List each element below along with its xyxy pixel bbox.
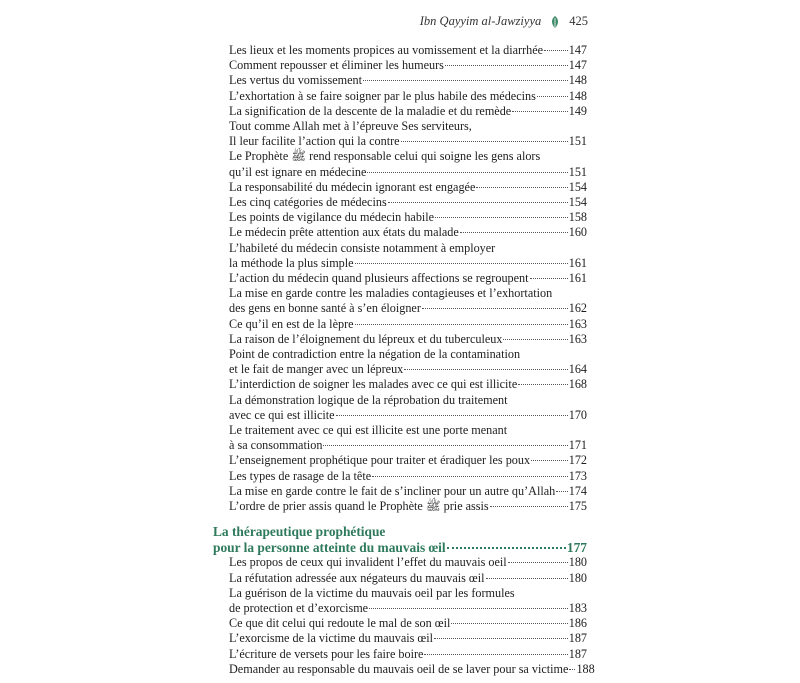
toc-entry-text: qu’il est ignare en médecine	[229, 164, 367, 179]
toc-entry	[213, 347, 587, 377]
toc-entry-text: Ce que dit celui qui redoute le mal de son œil	[229, 616, 451, 631]
dot-leader	[323, 445, 567, 446]
toc-line	[213, 601, 587, 616]
toc-page-number: 154	[568, 179, 587, 194]
dot-leader	[556, 491, 567, 492]
toc-entry-text: Comment repousser et éliminer les humeurs	[229, 58, 444, 73]
toc-entry-text: L’ordre de prier assis quand le Prophète ﷺ prie assis	[229, 499, 489, 514]
toc-line	[213, 286, 587, 301]
dot-leader	[445, 65, 568, 66]
toc-entry-text: L’enseignement prophétique pour traiter et éradiquer les poux	[229, 453, 531, 468]
dot-leader	[336, 415, 568, 416]
toc-line	[213, 89, 587, 104]
toc-page-number: 174	[568, 483, 587, 498]
toc-line	[213, 271, 587, 286]
toc-page-number: 154	[568, 195, 587, 210]
toc-entry	[213, 225, 587, 240]
toc-entry-text: L’écriture de versets pour les faire boire	[229, 646, 424, 661]
toc-entry-text: Tout comme Allah met à l’épreuve Ses serviteurs,	[229, 119, 472, 134]
dot-leader	[490, 506, 568, 507]
toc-page-number: 163	[568, 316, 587, 331]
toc-entry-text: des gens en bonne santé à s’en éloigner	[229, 301, 421, 316]
toc-line	[213, 149, 587, 164]
toc-page-number: 172	[568, 453, 587, 468]
toc-line	[213, 661, 595, 677]
toc-entry	[213, 119, 587, 149]
toc-entry-text: La responsabilité du médecin ignorant est engagée	[229, 179, 476, 194]
toc-entry-text: L’interdiction de soigner les malades avec ce qui est illicite	[229, 377, 518, 392]
toc-line	[213, 484, 587, 499]
toc-line	[213, 317, 587, 332]
toc-page-number: 187	[568, 646, 587, 661]
toc-line	[213, 438, 587, 453]
toc-line	[213, 453, 587, 468]
toc-entry-text: La réfutation adressée aux négateurs du mauvais œil	[229, 570, 485, 585]
toc-line	[213, 393, 587, 408]
toc-line	[213, 555, 587, 570]
toc-page-number: 170	[568, 407, 587, 422]
toc-entry	[213, 73, 587, 88]
toc-line	[213, 241, 587, 256]
toc-page-number: 183	[568, 600, 587, 615]
toc-entry	[213, 89, 587, 104]
toc-entry	[213, 377, 587, 392]
toc-entry-text: Les types de rasage de la tête	[229, 468, 372, 483]
table-of-contents	[213, 43, 595, 677]
dot-leader	[512, 111, 568, 112]
toc-page-number: 161	[568, 271, 587, 286]
dot-leader	[530, 278, 568, 279]
toc-page-number: 175	[568, 499, 587, 514]
leaf-icon	[550, 15, 560, 29]
toc-entry	[213, 393, 587, 423]
toc-page-number: 160	[568, 225, 587, 240]
toc-page-number: 171	[568, 438, 587, 453]
toc-line	[213, 225, 587, 240]
dot-leader	[372, 476, 568, 477]
toc-line	[213, 647, 587, 662]
toc-entry-text: La mise en garde contre les maladies contagieuses et l’exhortation	[229, 286, 553, 301]
toc-line	[213, 540, 587, 556]
toc-entry	[213, 631, 587, 646]
toc-line	[213, 165, 587, 180]
toc-page-number: 151	[568, 134, 587, 149]
dot-leader	[422, 308, 568, 309]
toc-entry-text: Il leur facilite l’action qui la contre	[229, 134, 400, 149]
toc-entry	[213, 241, 587, 271]
toc-page-number: 163	[568, 331, 587, 346]
toc-line	[213, 571, 587, 586]
toc-line	[213, 524, 587, 540]
dot-leader	[476, 187, 567, 188]
toc-entry	[213, 469, 587, 484]
toc-entry	[213, 210, 587, 225]
toc-line	[213, 408, 587, 423]
toc-line	[213, 58, 587, 73]
toc-entry-text: Les cinq catégories de médecins	[229, 195, 387, 210]
dot-leader	[369, 608, 568, 609]
toc-line	[213, 423, 587, 438]
toc-entry-text: Ce qu’il en est de la lèpre	[229, 316, 354, 331]
toc-entry	[213, 616, 587, 631]
toc-entry-text: Les points de vigilance du médecin habile	[229, 210, 435, 225]
toc-entry	[213, 43, 587, 58]
toc-page-number: 148	[568, 88, 587, 103]
toc-entry-text: à sa consommation	[229, 438, 323, 453]
toc-entry	[213, 195, 587, 210]
dot-leader	[508, 562, 568, 563]
toc-page-number: 148	[568, 73, 587, 88]
toc-entry-text: pour la personne atteinte du mauvais œil	[213, 539, 446, 555]
toc-entry	[213, 484, 587, 499]
toc-line	[213, 631, 587, 646]
toc-page-number: 173	[568, 468, 587, 483]
toc-page-number: 180	[568, 570, 587, 585]
toc-entry	[213, 332, 587, 347]
toc-line	[213, 195, 587, 210]
dot-leader	[569, 669, 575, 670]
dot-leader	[518, 384, 567, 385]
toc-page-number: 158	[568, 210, 587, 225]
dot-leader	[435, 217, 568, 218]
toc-line	[213, 377, 587, 392]
dot-leader	[460, 232, 568, 233]
toc-line	[213, 256, 587, 271]
toc-page-number: 188	[576, 661, 595, 676]
dot-leader	[434, 638, 568, 639]
toc-line	[213, 469, 587, 484]
toc-line	[213, 499, 587, 514]
dot-leader	[424, 654, 567, 655]
toc-entry	[213, 571, 587, 586]
toc-line	[213, 180, 587, 195]
dot-leader	[531, 460, 568, 461]
toc-line	[213, 586, 587, 601]
dot-leader	[537, 96, 568, 97]
toc-entry	[213, 661, 595, 677]
dot-leader	[486, 578, 568, 579]
toc-entry-text: Demander au responsable du mauvais oeil de se laver pour sa victime	[229, 661, 569, 676]
toc-entry-text: Le Prophète ﷺ rend responsable celui qui soigne les gens alors	[229, 149, 541, 164]
dot-leader	[544, 50, 568, 51]
toc-line	[213, 332, 587, 347]
toc-page-number: 164	[568, 362, 587, 377]
toc-entry-text: et le fait de manger avec un lépreux	[229, 362, 404, 377]
toc-page-number: 151	[568, 164, 587, 179]
dot-leader	[451, 623, 567, 624]
toc-line	[213, 362, 587, 377]
header-page-number: 425	[569, 14, 588, 28]
toc-page-number: 187	[568, 631, 587, 646]
toc-entry	[213, 499, 587, 514]
toc-entry	[213, 317, 587, 332]
toc-page-number: 147	[568, 43, 587, 57]
toc-entry-text: Les propos de ceux qui invalident l’effet du mauvais oeil	[229, 555, 507, 570]
toc-line	[213, 43, 587, 58]
toc-entry	[213, 271, 587, 286]
toc-entry-text: Les vertus du vomissement	[229, 73, 363, 88]
toc-entry-text: La signification de la descente de la maladie et du remède	[229, 103, 512, 118]
toc-line	[213, 347, 587, 362]
dot-leader	[355, 263, 568, 264]
toc-page-number: 186	[568, 616, 587, 631]
dot-leader	[447, 547, 566, 549]
toc-page-number: 180	[568, 555, 587, 570]
toc-entry-text: Le médecin prête attention aux états du malade	[229, 225, 459, 240]
toc-section-heading	[213, 524, 587, 555]
toc-entry-text: L’exhortation à se faire soigner par le plus habile des médecins	[229, 88, 536, 103]
dot-leader	[404, 369, 567, 370]
toc-page-number: 177	[566, 539, 587, 555]
toc-entry-text: la méthode la plus simple	[229, 255, 354, 270]
toc-entry-text: La thérapeutique prophétique	[213, 524, 386, 540]
toc-line	[213, 104, 587, 119]
dot-leader	[388, 202, 568, 203]
toc-line	[213, 616, 587, 631]
dot-leader	[503, 339, 567, 340]
toc-entry	[213, 58, 587, 73]
toc-entry-text: de protection et d’exorcisme	[229, 600, 369, 615]
toc-entry-text: L’habileté du médecin consiste notamment à employer	[229, 240, 496, 255]
toc-page-number: 161	[568, 255, 587, 270]
toc-page-number: 149	[568, 103, 587, 118]
toc-entry	[213, 180, 587, 195]
running-header	[420, 14, 588, 29]
toc-entry-text: La démonstration logique de la réprobation du traitement	[229, 392, 508, 407]
toc-entry	[213, 286, 587, 316]
dot-leader	[401, 141, 568, 142]
toc-entry-text: avec ce qui est illicite	[229, 407, 335, 422]
dot-leader	[367, 172, 567, 173]
toc-entry-text: Le traitement avec ce qui est illicite est une porte menant	[229, 423, 508, 438]
toc-line	[213, 73, 587, 88]
toc-entry-text: L’exorcisme de la victime du mauvais œil	[229, 631, 433, 646]
toc-entry	[213, 423, 587, 453]
toc-line	[213, 134, 587, 149]
toc-line	[213, 210, 587, 225]
toc-line	[213, 301, 587, 316]
toc-entry	[213, 555, 587, 570]
dot-leader	[363, 80, 568, 81]
toc-page-number: 168	[568, 377, 587, 392]
toc-entry-text: La guérison de la victime du mauvais oeil par les formules	[229, 585, 515, 600]
toc-entry	[213, 104, 587, 119]
toc-page-number: 162	[568, 301, 587, 316]
dot-leader	[355, 324, 568, 325]
toc-entry	[213, 586, 587, 616]
toc-entry-text: La mise en garde contre le fait de s’incliner pour un autre qu’Allah	[229, 483, 556, 498]
toc-entry	[213, 149, 587, 179]
toc-entry	[213, 453, 587, 468]
toc-entry-text: La raison de l’éloignement du lépreux et du tuberculeux	[229, 331, 503, 346]
header-author: Ibn Qayyim al-Jawziyya	[419, 14, 542, 28]
toc-page-number: 147	[568, 58, 587, 73]
toc-entry-text: L’action du médecin quand plusieurs affections se regroupent	[229, 271, 529, 286]
toc-entry	[213, 647, 587, 662]
toc-entry-text: Les lieux et les moments propices au vomissement et la diarrhée	[229, 43, 544, 57]
toc-entry-text: Point de contradiction entre la négation de la contamination	[229, 347, 521, 362]
toc-line	[213, 119, 587, 134]
